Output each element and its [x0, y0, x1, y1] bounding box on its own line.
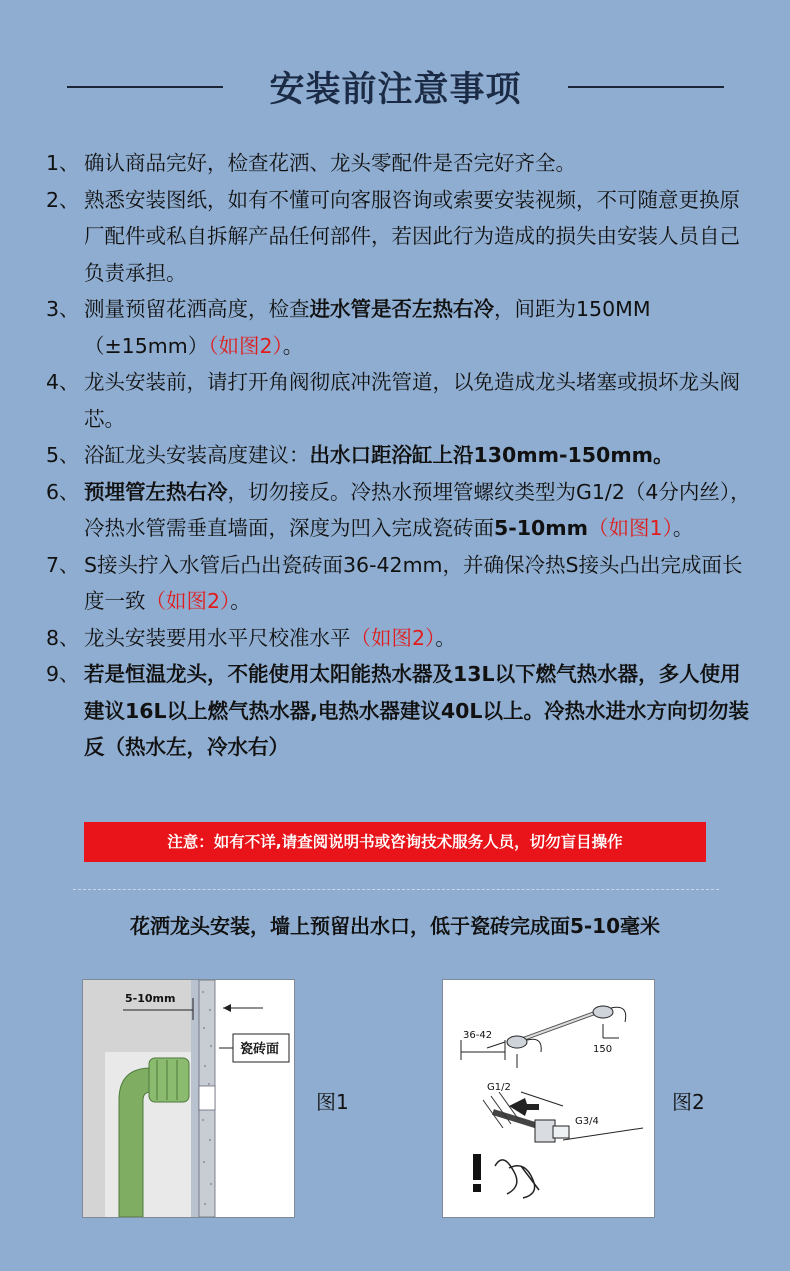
- emphasis-text: 进水管是否左热右冷: [309, 297, 494, 321]
- list-item-number: 9、: [46, 662, 80, 686]
- install-subtitle: 花洒龙头安装，墙上预留出水口，低于瓷砖完成面5-10毫米: [129, 914, 661, 938]
- list-item-text: [84, 291, 756, 364]
- dashed-divider: [73, 889, 719, 890]
- figure-2-label: 图2: [672, 1090, 705, 1114]
- list-item-text: [84, 547, 756, 620]
- list-item-text: [84, 656, 756, 766]
- figure-1-dimension: 5-10mm: [125, 992, 176, 1005]
- text-segment: 龙头安装前，请打开角阀彻底冲洗管道，以免造成龙头堵塞或损坏龙头阀芯。: [84, 370, 740, 431]
- list-item-number: 7、: [46, 552, 80, 577]
- text-segment: 龙头安装要用水平尺校准水平: [84, 625, 351, 650]
- text-segment: S接头拧入水管后凸出瓷砖面36-42mm，并确保冷热S接头凸出完成面长度一致: [84, 552, 743, 613]
- notice-banner: 注意：如有不详,请查阅说明书或咨询技术服务人员，切勿盲目操作: [84, 822, 706, 862]
- text-segment: 。: [282, 333, 304, 358]
- list-item-text: [84, 145, 756, 182]
- list-item-number: 1、: [46, 151, 80, 175]
- figure-reference: （如图2）: [145, 589, 231, 613]
- figure-reference: （如图2）: [208, 333, 283, 358]
- figure-2-dim-b: 150: [593, 1044, 613, 1055]
- list-item-text: [84, 620, 756, 657]
- list-item: [46, 474, 756, 547]
- list-item: [46, 620, 756, 657]
- page-title: 安装前注意事项: [269, 70, 522, 110]
- list-item-number: 5、: [46, 443, 80, 467]
- text-segment: 测量预留花洒高度，检查: [84, 297, 310, 321]
- emphasis-text: 出水口距浴缸上沿130mm-150mm。: [309, 443, 674, 467]
- text-segment: ，间距为150MM（±15mm）: [84, 297, 651, 358]
- list-item-number: 4、: [46, 370, 80, 394]
- text-segment: 。: [230, 589, 251, 613]
- figure-2-dim-a: 36-42: [463, 1030, 493, 1041]
- figure-2-illustration: [443, 980, 654, 1217]
- list-item-number: 6、: [46, 479, 80, 504]
- text-segment: 。: [672, 516, 694, 540]
- text-segment: 熟悉安装图纸，如有不懂可向客服咨询或索要安装视频，不可随意更换原厂配件或私自拆解产品任何部件，若因此行为造成的损失由安装人员自己负责承担。: [84, 187, 740, 285]
- figure-2-thread-out: G3/4: [575, 1116, 599, 1127]
- precautions-list: [46, 145, 756, 766]
- figure-reference: （如图1）: [588, 516, 673, 540]
- list-item: [46, 437, 756, 474]
- text-segment: 确认商品完好，检查花洒、龙头零配件是否完好齐全。: [84, 151, 576, 175]
- list-item: [46, 291, 756, 364]
- section-header: [0, 62, 790, 118]
- list-item: [46, 656, 756, 766]
- figure-1-illustration: [83, 980, 294, 1217]
- list-item-text: [84, 437, 756, 474]
- header-rule-left: [67, 86, 223, 88]
- text-segment: 浴缸龙头安装高度建议：: [84, 443, 310, 467]
- list-item: [46, 364, 756, 437]
- list-item-text: [84, 182, 756, 292]
- list-item-number: 2、: [46, 187, 80, 212]
- list-item: [46, 547, 756, 620]
- emphasis-text: 5-10mm: [494, 516, 589, 540]
- emphasis-text: 预埋管左热右冷: [84, 479, 228, 504]
- emphasis-text: 若是恒温龙头，不能使用太阳能热水器及13L以下燃气热水器，多人使用建议16L以上燃气热水器,电热水器建议40L以上。冷热水进水方向切勿装反（热水左，冷水右）: [84, 662, 749, 759]
- text-segment: ，切勿接反。冷热水预埋管螺纹类型为G1/2（4分内丝），冷热水管需垂直墙面，深度为凹入完成瓷砖面: [84, 479, 751, 540]
- figure-1-wall-section: [82, 979, 295, 1218]
- list-item-number: 3、: [46, 297, 80, 321]
- figure-1-label: 图1: [316, 1090, 349, 1114]
- figure-2-connector-sketch: [442, 979, 655, 1218]
- figure-reference: （如图2）: [350, 625, 436, 650]
- list-item-text: [84, 474, 756, 547]
- list-item: [46, 182, 756, 292]
- figure-2-thread-in: G1/2: [487, 1082, 511, 1093]
- list-item: [46, 145, 756, 182]
- figure-1-callout: 瓷砖面: [240, 1042, 280, 1057]
- text-segment: 。: [435, 625, 456, 650]
- list-item-text: [84, 364, 756, 437]
- list-item-number: 8、: [46, 625, 80, 650]
- header-rule-right: [568, 86, 724, 88]
